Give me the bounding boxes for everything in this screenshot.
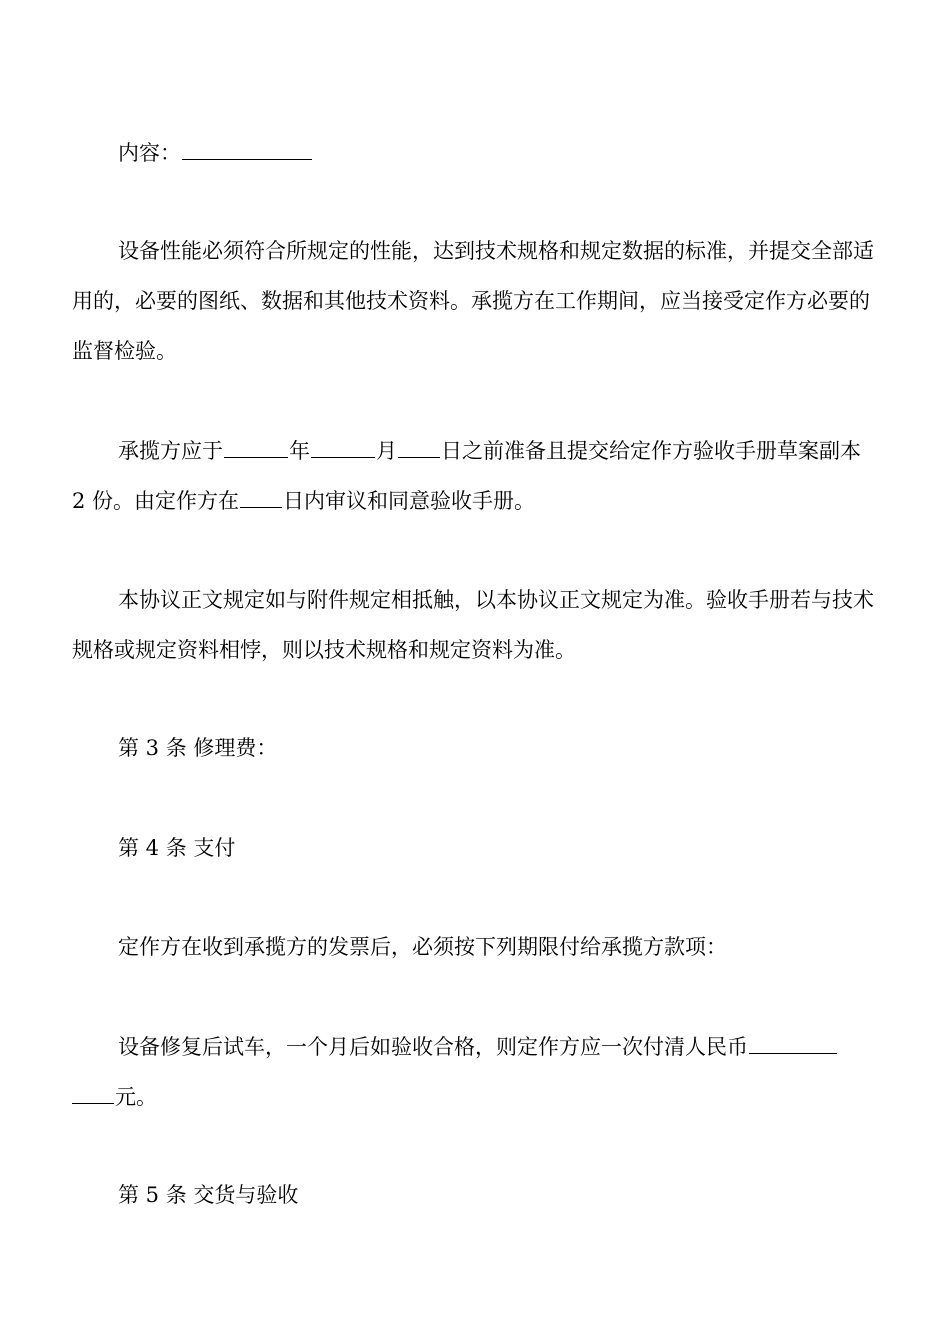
review-days-blank bbox=[240, 489, 282, 508]
amount-blank-1 bbox=[749, 1035, 837, 1054]
year-blank bbox=[224, 439, 288, 458]
conflict-paragraph: 本协议正文规定如与附件规定相抵触，以本协议正文规定为准。验收手册若与技术规格或规定资料相悖，则以技术规格和规定资料为准。 bbox=[72, 588, 874, 662]
article-3-heading: 第 3 条 修理费： bbox=[118, 736, 278, 760]
trial-suffix: 元。 bbox=[115, 1085, 157, 1109]
trial-text: 设备修复后试车，一个月后如验收合格，则定作方应一次付清人民币 bbox=[118, 1035, 748, 1059]
month-label: 月 bbox=[376, 439, 397, 463]
manual-prefix: 承揽方应于 bbox=[118, 439, 223, 463]
article-5-heading: 第 5 条 交货与验收 bbox=[118, 1183, 299, 1207]
trial-paragraph bbox=[72, 1022, 878, 1122]
content-line bbox=[72, 128, 878, 178]
manual-paragraph bbox=[72, 426, 878, 526]
payment-paragraph: 定作方在收到承揽方的发票后，必须按下列期限付给承揽方款项： bbox=[118, 935, 727, 959]
performance-paragraph: 设备性能必须符合所规定的性能，达到技术规格和规定数据的标准，并提交全部适用的，必要的图纸、数据和其他技术资料。承揽方在工作期间，应当接受定作方必要的监督检验。 bbox=[72, 239, 874, 363]
manual-day-suffix: 日之前准备且提交给定作方验收手册草案副本 2 份。由定作方在 bbox=[72, 439, 861, 513]
article-4-heading: 第 4 条 支付 bbox=[118, 836, 236, 860]
content-label: 内容： bbox=[118, 141, 181, 165]
manual-review-suffix: 日内审议和同意验收手册。 bbox=[283, 489, 536, 513]
content-blank bbox=[182, 141, 312, 160]
year-label: 年 bbox=[289, 439, 310, 463]
day-blank bbox=[398, 439, 440, 458]
amount-blank-2 bbox=[72, 1085, 114, 1104]
month-blank bbox=[311, 439, 375, 458]
